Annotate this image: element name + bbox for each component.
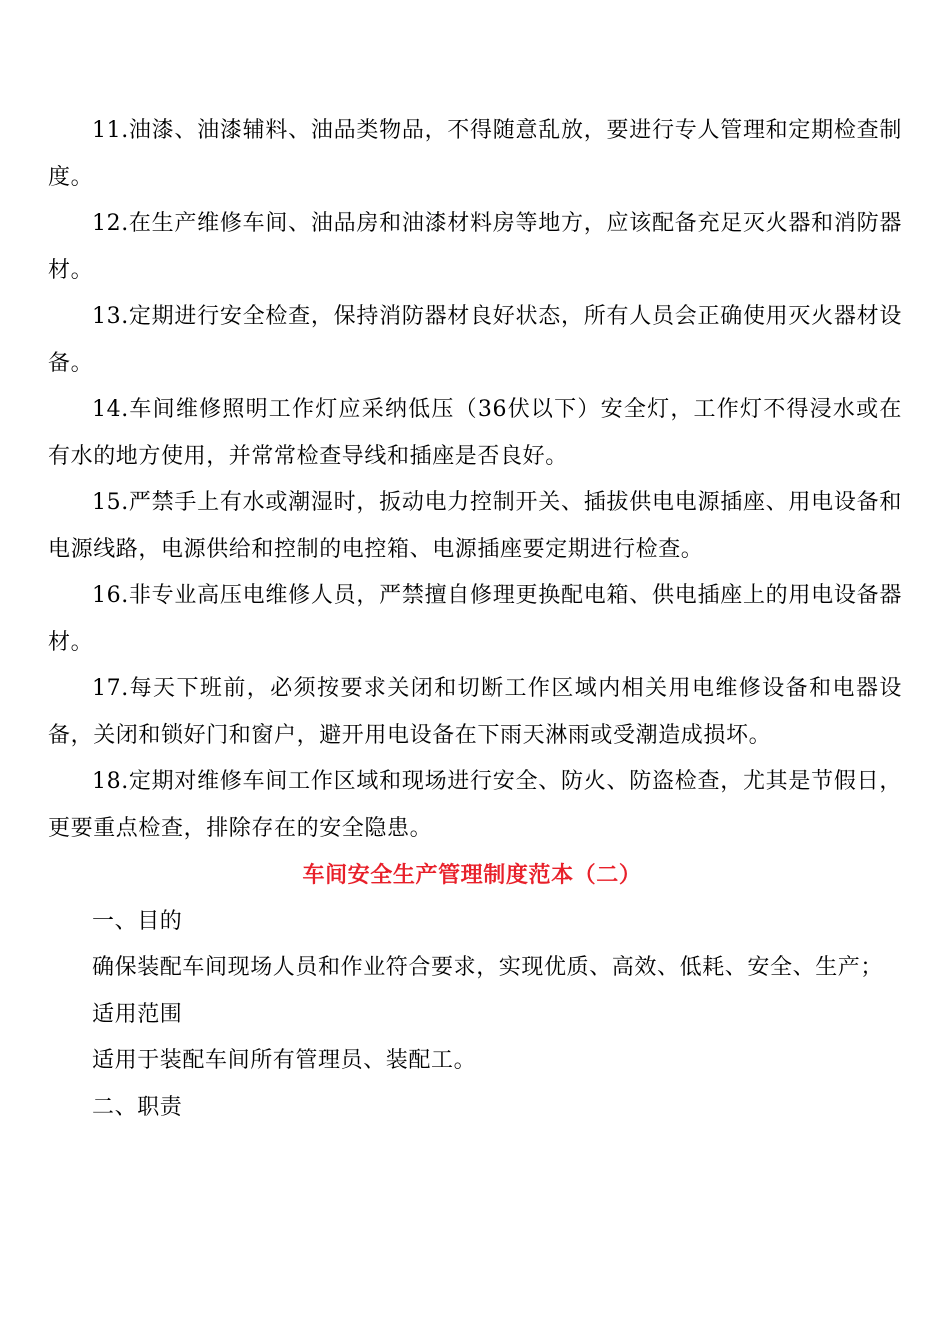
section-title: 车间安全生产管理制度范本（二） <box>302 862 642 888</box>
paragraph-12: 12.在生产维修车间、油品房和油漆材料房等地方，应该配备充足灭火器和消防器材。 <box>48 211 902 283</box>
paragraph-15: 15.严禁手上有水或潮湿时，扳动电力控制开关、插拔供电电源插座、用电设备和电源线路，电源供给和控制的电控箱、电源插座要定期进行检查。 <box>48 490 902 562</box>
paragraph-18: 18.定期对维修车间工作区域和现场进行安全、防火、防盗检查，尤其是节假日，更要重点检查，排除存在的安全隐患。 <box>48 769 902 841</box>
section-heading-purpose: 一、目的 <box>92 908 183 934</box>
scope-text: 适用于装配车间所有管理员、装配工。 <box>92 1048 477 1073</box>
paragraph-13: 13.定期进行安全检查，保持消防器材良好状态，所有人员会正确使用灭火器材设备。 <box>48 304 902 376</box>
paragraph-14: 14.车间维修照明工作灯应采纳低压（36伏以下）安全灯，工作灯不得浸水或在有水的地方使用，并常常检查导线和插座是否良好。 <box>48 397 902 469</box>
section-heading-duties: 二、职责 <box>92 1094 183 1120</box>
purpose-text: 确保装配车间现场人员和作业符合要求，实现优质、高效、低耗、安全、生产； <box>92 955 884 980</box>
paragraph-16: 16.非专业高压电维修人员，严禁擅自修理更换配电箱、供电插座上的用电设备器材。 <box>48 583 902 655</box>
section-heading-scope: 适用范围 <box>92 1001 183 1027</box>
paragraph-11: 11.油漆、油漆辅料、油品类物品，不得随意乱放，要进行专人管理和定期检查制度。 <box>48 118 902 190</box>
paragraph-17: 17.每天下班前，必须按要求关闭和切断工作区域内相关用电维修设备和电器设备，关闭和锁好门和窗户，避开用电设备在下雨天淋雨或受潮造成损坏。 <box>48 676 902 748</box>
